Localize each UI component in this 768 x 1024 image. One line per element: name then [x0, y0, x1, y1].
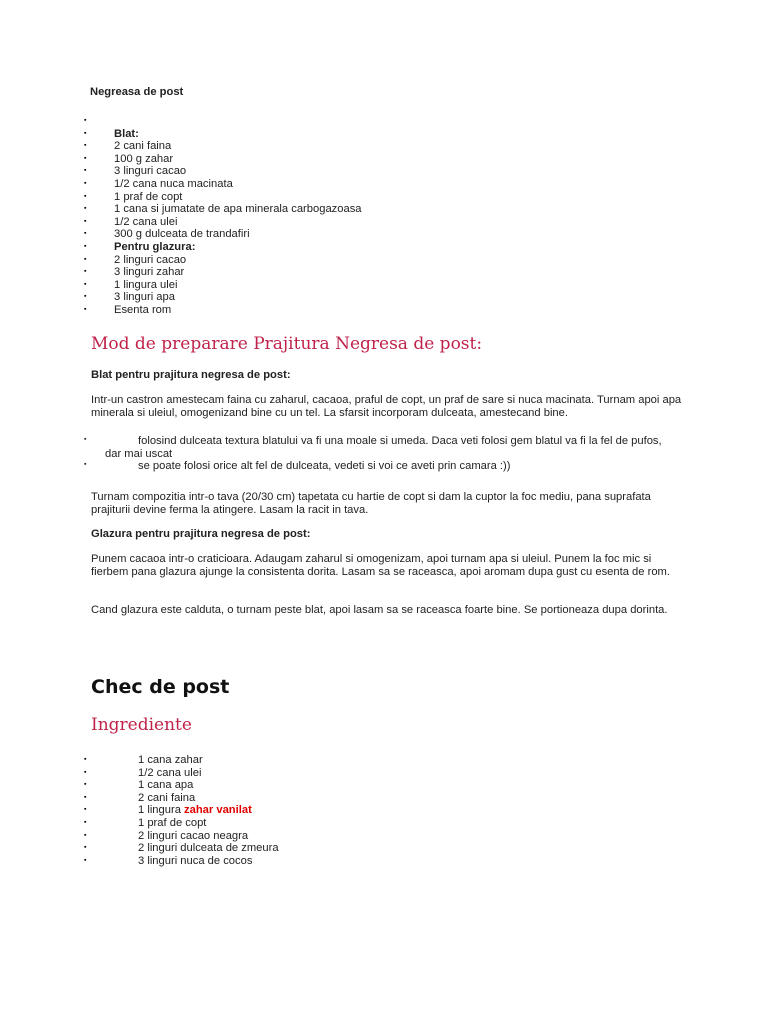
- glaze-heading: Glazura pentru prajitura negresa de post:: [91, 528, 311, 540]
- list-bullet: ▪: [84, 154, 87, 162]
- blat-paragraph: Intr-un castron amestecam faina cu zaharul, cacaoa, praful de copt, un praf de sare si nuca macinata. Turnam apoi apa minerala si uleiul, omogenizand bine cu un tel. La sfarsit incorporam dulceata, amestecand bine.: [91, 394, 682, 419]
- list-bullet: ▪: [84, 806, 87, 814]
- list-bullet: ▪: [84, 831, 87, 839]
- bake-paragraph: Turnam compozitia intr-o tava (20/30 cm) tapetata cu hartie de copt si dam la cuptor la foc mediu, pana suprafata prajiturii devine ferma la atingere. Lasam la racit in tava.: [91, 491, 651, 516]
- list-bullet: ▪: [84, 117, 87, 124]
- ingredient-text: 2 linguri dulceata de zmeura: [138, 842, 279, 855]
- section-label: Pentru glazura:: [114, 241, 196, 253]
- list-bullet: ▪: [84, 142, 87, 150]
- list-bullet: ▪: [84, 293, 87, 301]
- list-bullet: ▪: [84, 268, 87, 276]
- ingredient-item: 300 g dulceata de trandafiri: [114, 228, 250, 241]
- list-bullet: ▪: [84, 205, 87, 213]
- ingredient-item: 1 lingura ulei: [114, 278, 178, 291]
- list-bullet: ▪: [84, 781, 87, 789]
- list-bullet: ▪: [84, 243, 87, 250]
- section-label: Blat:: [114, 127, 139, 140]
- ingredient-item: 3 linguri apa: [114, 291, 175, 304]
- ingredient-item: 2 cani faina: [114, 140, 172, 153]
- list-bullet: ▪: [84, 255, 87, 263]
- recipe2-title: Chec de post: [91, 676, 230, 698]
- list-bullet: ▪: [84, 192, 87, 200]
- list-bullet: ▪: [84, 217, 87, 225]
- ingredient-item: 1/2 cana nuca macinata: [114, 178, 233, 190]
- ingredient-text: 1 cana apa: [138, 779, 194, 792]
- ingredient-text: 1 lingura: [138, 804, 185, 817]
- list-bullet: ▪: [84, 280, 87, 288]
- recipe-title: Negreasa de post: [90, 86, 184, 98]
- glaze-paragraph: Punem cacaoa intr-o craticioara. Adaugam zaharul si omogenizam, apoi turnam apa si uleiul. Punem la foc mic si fierbem pana glazura ajunge la consistenta dorita. Lasam sa se raceasca, apoi aromam dupa gust cu esenta de rom.: [91, 553, 670, 578]
- ingredient-item: [138, 817, 206, 830]
- ingredient-text: 1 cana zahar: [138, 754, 203, 766]
- list-bullet: ▪: [84, 129, 87, 137]
- list-bullet: ▪: [84, 844, 87, 852]
- list-bullet: ▪: [84, 768, 87, 776]
- list-bullet: ▪: [84, 230, 87, 238]
- list-bullet: ▪: [84, 461, 87, 468]
- tip-item: folosind dulceata textura blatului va fi una moale si umeda. Daca veti folosi gem blatul va fi la fel de pufos, dar mai uscat: [105, 435, 662, 460]
- ingredient-item: [138, 855, 252, 868]
- list-bullet: ▪: [84, 856, 87, 864]
- ingredient-item: 3 linguri zahar: [114, 266, 185, 279]
- list-bullet: ▪: [84, 180, 87, 187]
- ingredient-item: 2 linguri cacao: [114, 253, 187, 266]
- ingredient-item: [138, 830, 248, 843]
- method-heading: Mod de preparare Prajitura Negresa de post:: [91, 334, 483, 354]
- ingredient-item: [138, 779, 193, 792]
- ingredient-item: [138, 754, 203, 767]
- ingredient-item: Esenta rom: [114, 304, 172, 316]
- ingredient-item: 1/2 cana ulei: [114, 215, 178, 228]
- finish-paragraph: Cand glazura este calduta, o turnam peste blat, apoi lasam sa se raceasca foarte bine. Se portioneaza dupa dorinta.: [91, 604, 668, 616]
- ingredient-text: 1/2 cana ulei: [138, 766, 202, 779]
- ingredient-text: 3 linguri nuca de cocos: [138, 854, 253, 867]
- list-bullet: ▪: [84, 436, 87, 443]
- ingredients-heading: Ingrediente: [91, 715, 192, 735]
- ingredient-item: [138, 792, 195, 805]
- list-bullet: ▪: [84, 167, 87, 175]
- tip-item: se poate folosi orice alt fel de dulceata, vedeti si voi ce aveti prin camara :)): [138, 460, 511, 472]
- blat-heading: Blat pentru prajitura negresa de post:: [91, 369, 291, 381]
- list-bullet: ▪: [84, 306, 87, 313]
- ingredient-item: [138, 842, 279, 855]
- list-bullet: ▪: [84, 793, 87, 801]
- ingredient-item: [138, 804, 252, 817]
- ingredient-text: 1 praf de copt: [138, 817, 207, 829]
- ingredient-item: 1 cana si jumatate de apa minerala carbogazoasa: [114, 203, 362, 216]
- list-bullet: ▪: [84, 819, 87, 826]
- ingredient-item: 3 linguri cacao: [114, 165, 187, 178]
- ingredient-item: [138, 767, 201, 780]
- ingredient-text: 2 linguri cacao neagra: [138, 829, 249, 842]
- ingredient-item: 1 praf de copt: [114, 190, 183, 203]
- ingredient-text: 2 cani faina: [138, 791, 196, 804]
- list-bullet: ▪: [84, 756, 87, 763]
- highlight-link[interactable]: zahar vanilat: [184, 804, 252, 817]
- ingredient-item: 100 g zahar: [114, 152, 174, 165]
